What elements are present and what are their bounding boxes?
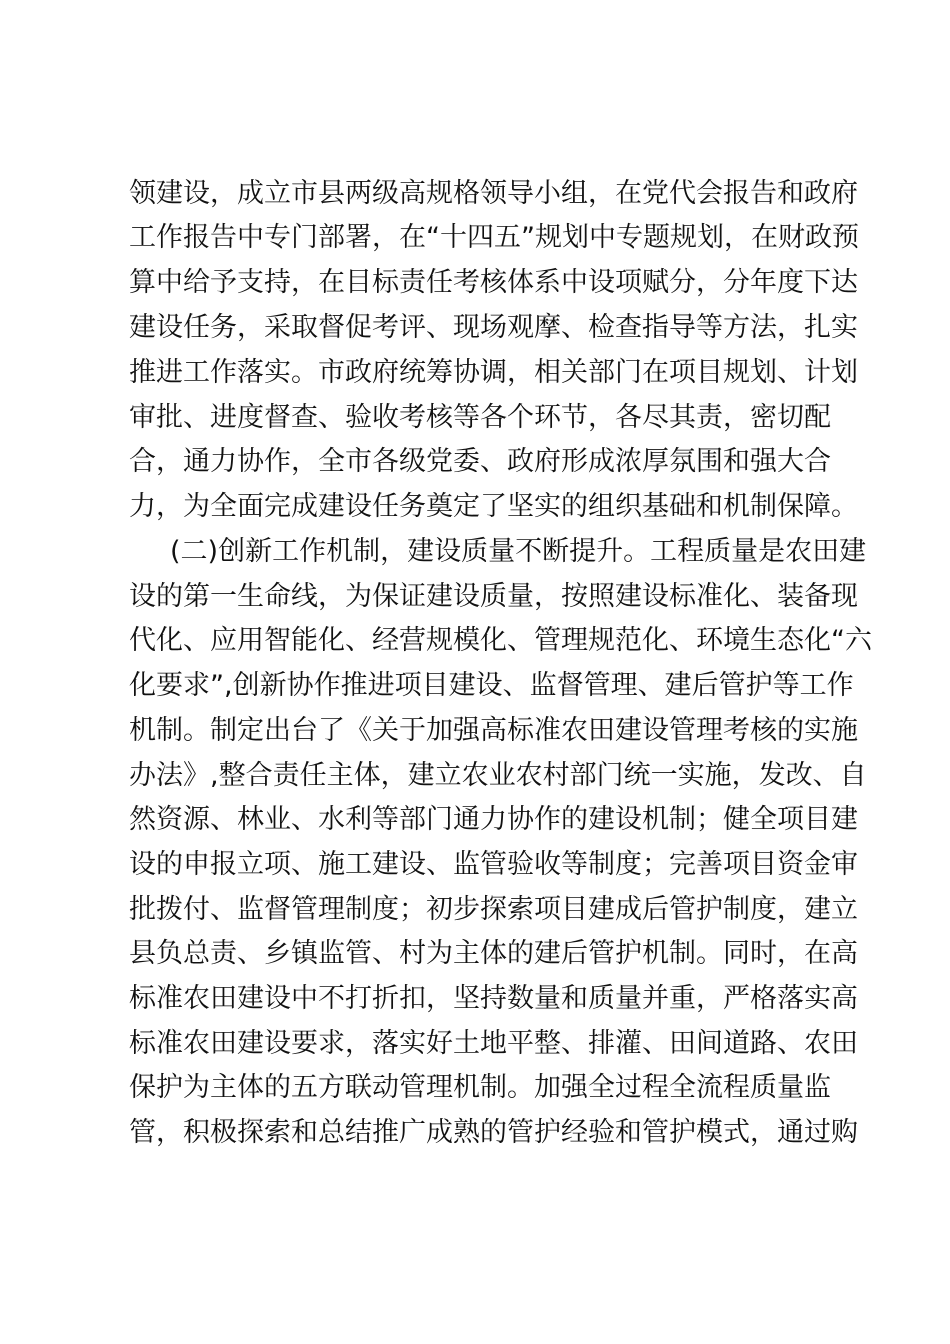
text-line: 设的第一生命线，为保证建设质量，按照建设标准化、装备现 (129, 581, 858, 612)
text-line: 批拨付、监督管理制度；初步探索项目建成后管护制度，建立 (129, 894, 858, 925)
text-line: 然资源、林业、水利等部门通力协作的建设机制；健全项目建 (129, 804, 858, 835)
text-line: 审批、进度督查、验收考核等各个环节，各尽其责，密切配 (129, 402, 831, 433)
text-line: 力，为全面完成建设任务奠定了坚实的组织基础和机制保障。 (129, 491, 858, 522)
text-line: 机制。制定出台了《关于加强高标准农田建设管理考核的实施 (129, 715, 858, 746)
text-line: 设的申报立项、施工建设、监管验收等制度；完善项目资金审 (129, 849, 858, 880)
text-line: 标准农田建设中不打折扣，坚持数量和质量并重，严格落实高 (129, 983, 858, 1014)
text-line: 保护为主体的五方联动管理机制。加强全过程全流程质量监 (129, 1072, 831, 1103)
text-line: 管，积极探索和总结推广成熟的管护经验和管护模式，通过购 (129, 1117, 858, 1148)
text-line: 推进工作落实。市政府统筹协调，相关部门在项目规划、计划 (129, 357, 858, 388)
text-line: 领建设，成立市县两级高规格领导小组，在党代会报告和政府 (129, 178, 858, 209)
section-heading-line: (二)创新工作机制，建设质量不断提升。工程质量是农田建 (170, 536, 867, 567)
text-line: 代化、应用智能化、经营规模化、管理规范化、环境生态化“六 (129, 625, 872, 656)
text-line: 办法》,整合责任主体，建立农业农村部门统一实施，发改、自 (129, 760, 867, 791)
text-line: 算中给予支持，在目标责任考核体系中设项赋分，分年度下达 (129, 267, 858, 298)
text-line: 工作报告中专门部署，在“十四五”规划中专题规划，在财政预 (129, 222, 859, 253)
text-line: 县负总责、乡镇监管、村为主体的建后管护机制。同时，在高 (129, 938, 858, 969)
text-line: 建设任务，采取督促考评、现场观摩、检查指导等方法，扎实 (129, 312, 858, 343)
text-line: 标准农田建设要求，落实好土地平整、排灌、田间道路、农田 (129, 1028, 858, 1059)
text-line: 化要求”,创新协作推进项目建设、监督管理、建后管护等工作 (129, 670, 854, 701)
text-line: 合，通力协作，全市各级党委、政府形成浓厚氛围和强大合 (129, 446, 831, 477)
